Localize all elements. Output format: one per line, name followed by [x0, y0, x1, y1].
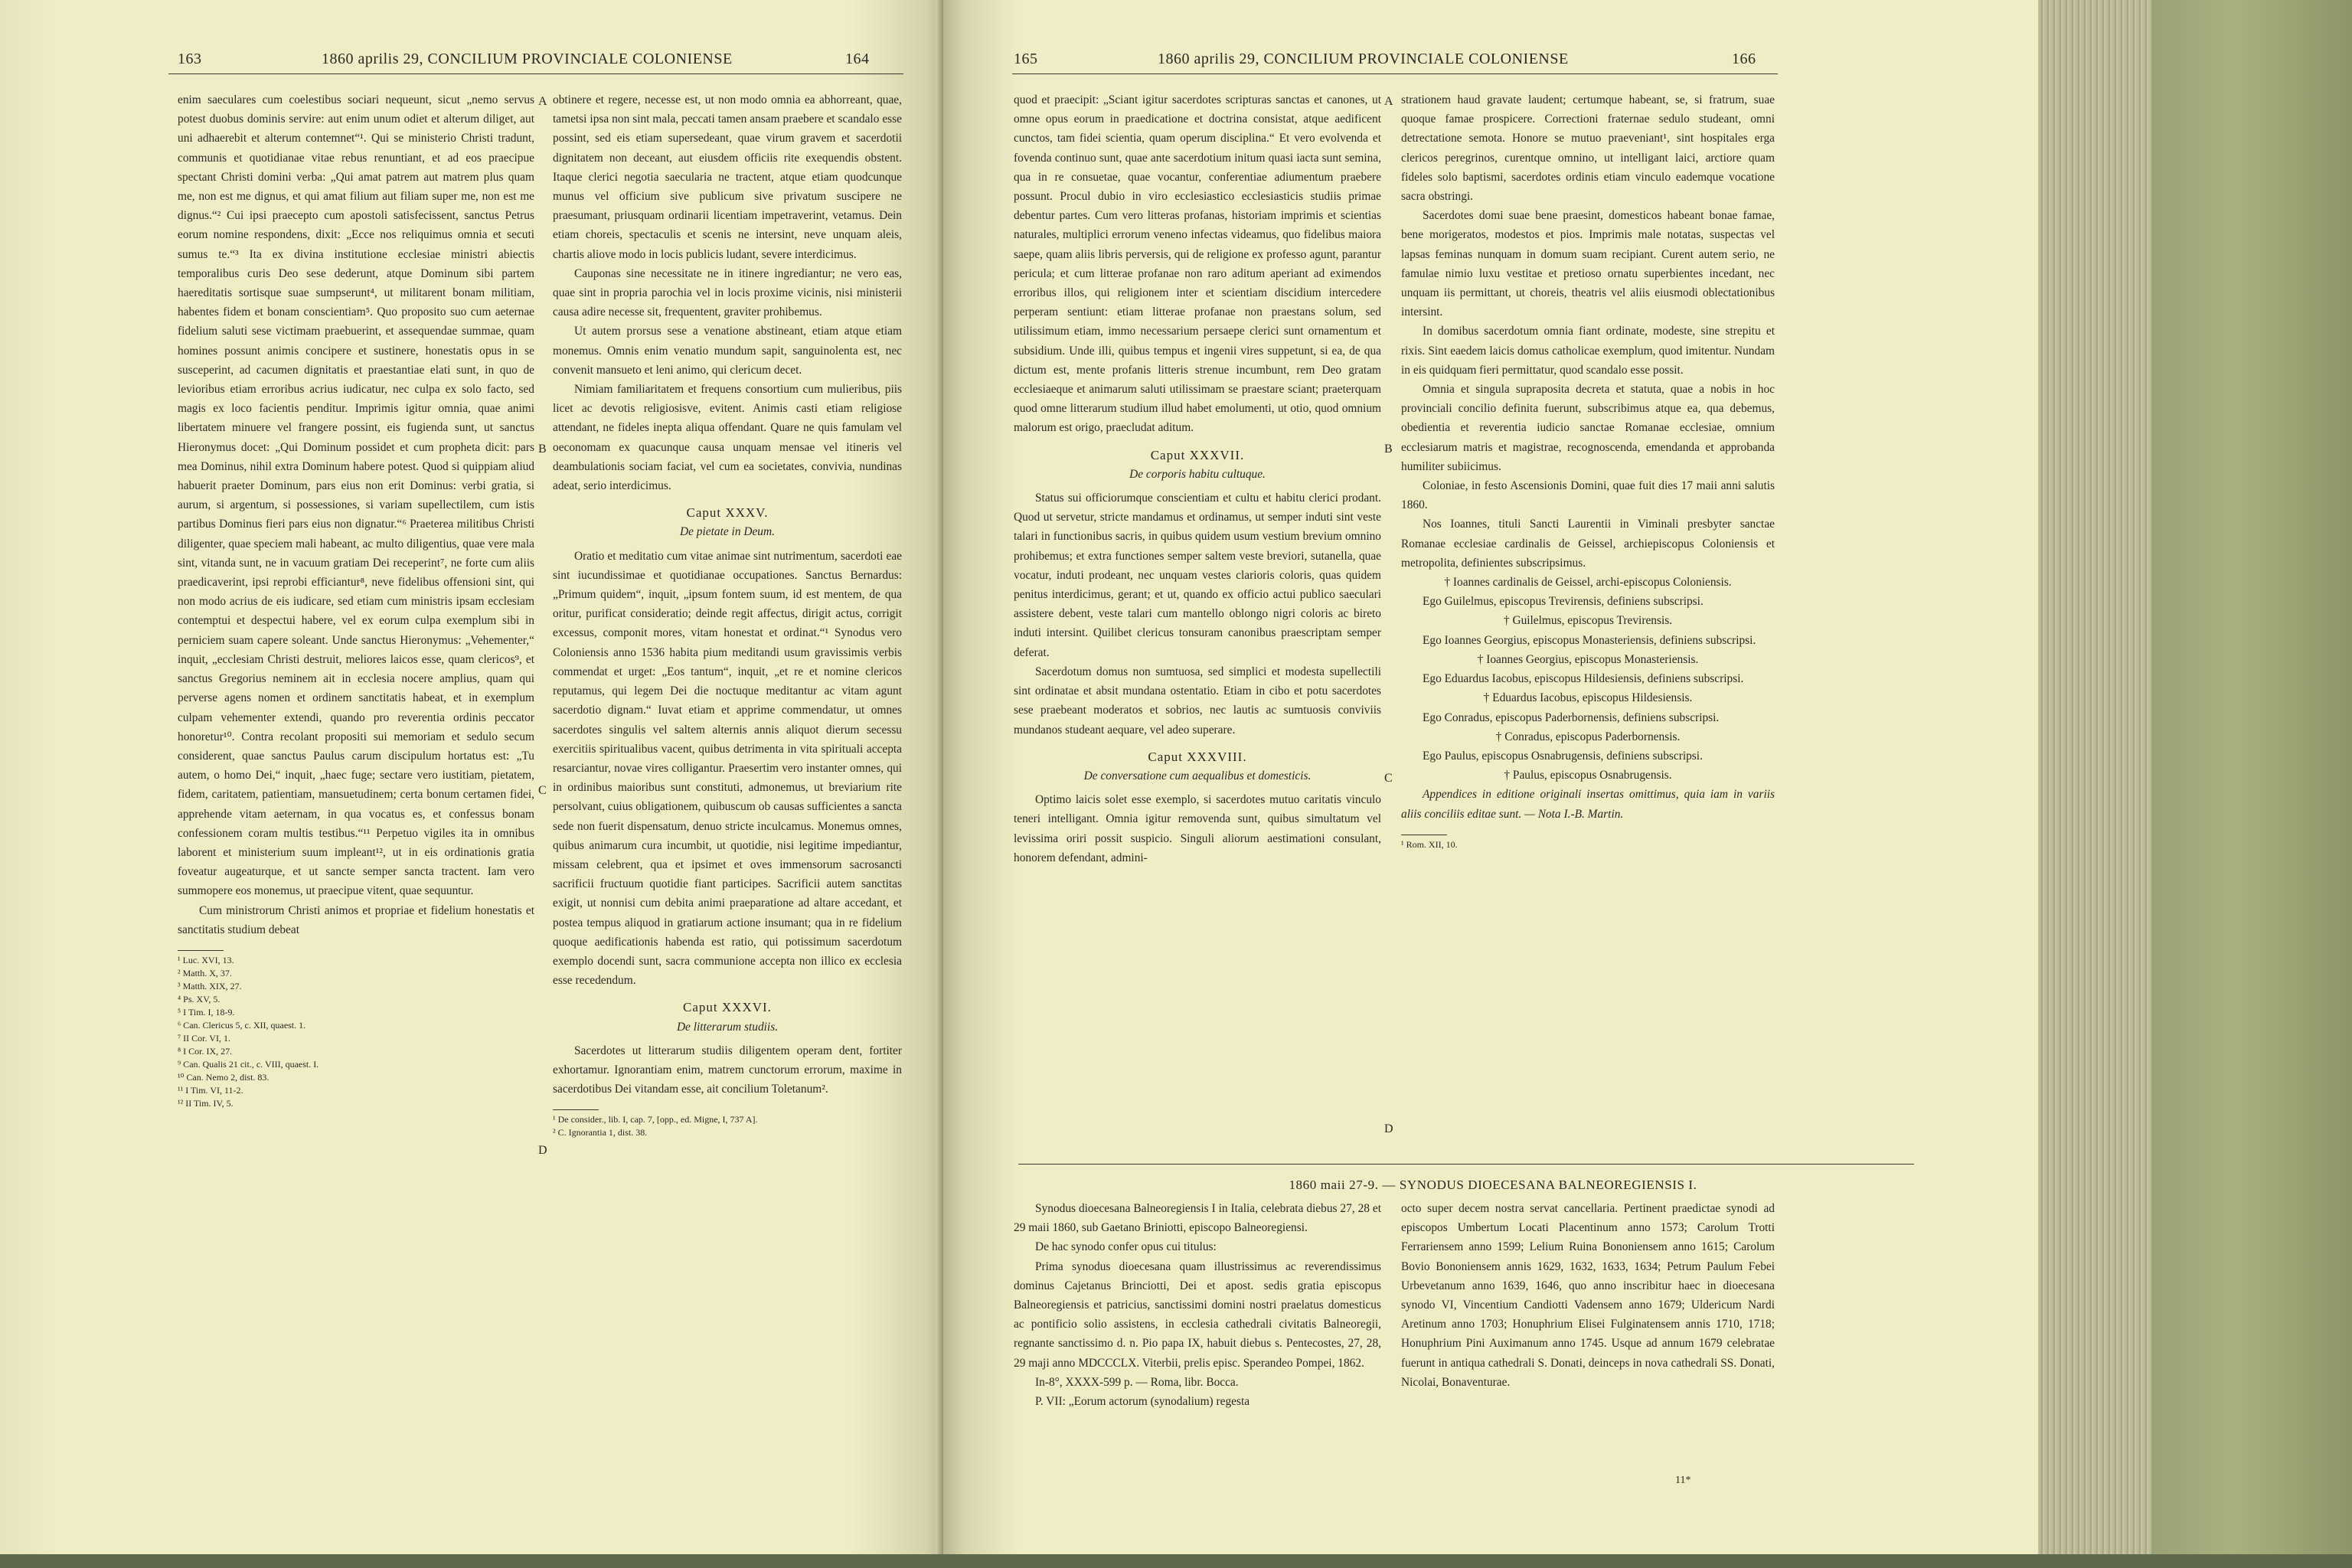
running-head-left: 1860 aprilis 29, CONCILIUM PROVINCIALE COLONIENSE: [322, 51, 733, 67]
margin-letter-b: B: [538, 443, 547, 456]
section-separator: [1018, 1164, 1914, 1165]
footnote: ⁸ I Cor. IX, 27.: [178, 1045, 233, 1057]
page-number-166: 166: [1732, 51, 1756, 67]
margin-letter-b: B: [1384, 443, 1393, 456]
paragraph: Status sui officiorumque conscientiam et cultu et habitu clerici prodant. Quod ut servetur, stricte mandamus et ordinamus, ut semper induti sint veste talari in functionibus sacris, in quibus quidem usum vestium brevium omnino prohibemus; et extra functiones semper saltem veste breviori, sutanella, quae vocatur, induti prodeant, nec unquam vestes clarioris coloris, quas quidem penitus interdicimus, gerant; et ut, quando ex officio actui publico saeculari assistere debent, veste talari cum mantello oblongo nigri coloris ac bireto induti intersint. Quilibet clericus tonsuram canonibus praescriptam semper deferat.: [1014, 492, 1381, 659]
margin-letter-d: D: [1384, 1122, 1393, 1135]
paragraph: Prima synodus dioecesana quam illustrissimus ac reverendissimus dominus Cajetanus Brinciotti, Dei et apost. sedis gratia episcopus Balneoregiensis et patricius, sanctissimi domini nostri praelatus domesticus ac pontificio solio assistens, in ecclesia cathedrali civitatis Balneoregii, regnante sanctissimo d. n. Pio papa IX, habuit diebus s. Pentecostes, 27, 28, 29 maji anno MDCCCLX. Viterbii, prelis episc. Sperandeo Pompei, 1862.: [1014, 1259, 1381, 1370]
footnote: ⁹ Can. Qualis 21 cit., c. VIII, quaest. I.: [178, 1058, 319, 1070]
footnote: ¹ Rom. XII, 10.: [1401, 838, 1458, 850]
book-bottom-edge: [0, 1554, 2352, 1568]
left-page-column-2: [553, 90, 902, 1139]
footnote: ⁷ II Cor. VI, 1.: [178, 1032, 230, 1044]
footnote: ⁶ Can. Clericus 5, c. XII, quaest. 1.: [178, 1019, 306, 1031]
paragraph: Sacerdotes domi suae bene praesint, domesticos habeant bonae famae, bene morigeratos, modestos et pios. Imprimis male notatas, suspectas vel lapsas feminas nunquam in domum suam recipiant. Curent autem serio, ne famulae nimio luxu vestitae et pretioso ornatu superbientes incedant, nec unquam iis permittant, ut choreis, theatris vel aliis eiusmodi oblectationibus intersint.: [1401, 209, 1775, 319]
paragraph: Coloniae, in festo Ascensionis Domini, quae fuit dies 17 maii anni salutis 1860.: [1401, 479, 1775, 512]
chapter-subtitle: De litterarum studiis.: [676, 1020, 779, 1034]
footnote: ¹ De consider., lib. I, cap. 7, [opp., ed. Migne, I, 737 A].: [553, 1114, 758, 1125]
footnote: ³ Matth. XIX, 27.: [178, 980, 242, 991]
paragraph: Omnia et singula supraposita decreta et statuta, quae a nobis in hoc provinciali concilio definita fuerunt, subscribimus atque ea, qua debemus, obedientia et reverentia iudicio sanctae Romanae ecclesiae, omnium ecclesiarum matris et magistrae, recognoscenda, emendanda et approbanda humiliter subiicimus.: [1401, 383, 1775, 473]
signature: Ego Conradus, episcopus Paderbornensis, definiens subscripsi.: [1423, 710, 1720, 724]
signature: Ego Paulus, episcopus Osnabrugensis, definiens subscripsi.: [1423, 749, 1703, 763]
paragraph: Synodus dioecesana Balneoregiensis I in Italia, celebrata diebus 27, 28 et 29 maii 1860, sub Gaetano Briniotti, episcopo Balneoregiensi.: [1014, 1202, 1381, 1235]
chapter-heading: Caput XXXVIII.: [1148, 749, 1247, 764]
chapter-subtitle: De corporis habitu cultuque.: [1129, 467, 1266, 481]
margin-letter-c: C: [538, 784, 547, 797]
synod-column-2: [1401, 1199, 1775, 1392]
paragraph: Cum ministrorum Christi animos et propriae et fidelium honestatis et sanctitatis studium debeat: [178, 903, 534, 936]
page-edges: [2033, 0, 2155, 1568]
paragraph: Sacerdotes ut litterarum studiis diligentem operam dent, fortiter exhortamur. Ignorantiam enim, matrem cunctorum errorum, maxime in sacerdotibus Dei vitandam esse, ait concilium Toletanum².: [553, 1044, 902, 1096]
footnotes: [178, 950, 534, 1110]
paragraph: In-8°, XXXX-599 p. — Roma, libr. Bocca.: [1035, 1375, 1239, 1389]
paragraph: Nos Ioannes, tituli Sancti Laurentii in Viminali presbyter sanctae Romanae ecclesiae cardinalis de Geissel, archiepiscopus Coloniensis et metropolita, definientes subscripsimus.: [1401, 518, 1775, 570]
footnote: ² Matth. X, 37.: [178, 967, 232, 978]
scanner-bed: [2151, 0, 2352, 1568]
left-page-column-1: [178, 90, 534, 1110]
paragraph: Optimo laicis solet esse exemplo, si sacerdotes mutuo caritatis vinculo teneri intelligant. Omnia igitur removenda sunt, quibus simultatum vel levissima oriri possit suspicio. Singuli aliorum aestimationi consulant, honorem defendant, admini-: [1014, 793, 1381, 864]
paragraph: obtinere et regere, necesse est, ut non modo omnia ea abhorreant, quae, tametsi ipsa non sint mala, peccati tamen ansam praebere et scandalo esse possint, sed eis etiam supersedeant, quae virum gravem et sacerdotii dignitatem non deceant, aut eiusdem officiis rite exequendis obstent. Itaque clerici negotia saecularia ne tractent, atque etiam quodcunque munus vel officium sive publicum sive privatum suscipere ne praesumant, priusquam ordinarii licentiam impetraverint, vetamus. Dein etiam choreis, spectaculis et scenis ne intersint, neve unquam aleis, chartis aliove modo in locis publicis ludant, severe interdicimus.: [553, 93, 902, 261]
footnote: ¹ Luc. XVI, 13.: [178, 954, 234, 965]
page-number-163: 163: [178, 51, 202, 67]
paragraph: quod et praecipit: „Sciant igitur sacerdotes scripturas sanctas et canones, ut omne opus eorum in praedicatione et doctrina consistat, atque aedificent cunctos, tam fidei scientia, quam operum disciplina.“ Et vero evolvenda et fovenda continuo sunt, quae ante sacerdotium initum quasi iacta sunt semina, qua in re consuetae, quae vocantur, conferentiae adiumentum praebere possunt. Procul dubio in viro ecclesiastico ecclesiasticis studiis primae debentur partes. Cum vero litteras profanas, historiam imprimis et scientias naturales, multiplici errorum veneno infectas videamus, quo fidelibus maiora saepe, quam aliis libris perversis, qui de religione ex professo agunt, parantur pericula; et cum litterae profanae non raro aditum aperiant ad eximendos erroribus illos, qui religionem inter et scientiam discidium intercedere perperam sentiunt: etiam litterae profanae non praestans solum, sed utilissimum etiam, immo necessarium persaepe clerici sunt ornamentum et subsidium. Unde illi, quibus tempus et ingenii vires suppetunt, si ea, de qua dictum est, mente profanis litteris strenue incumbunt, rem Deo gratam ecclesiaeque et animarum saluti utilissimam se praestare sciant; praeterquam quod omne litterarum studium illud habet emolumenti, ut otio, quod omnium malorum est origo, praecludat aditum.: [1014, 93, 1381, 435]
chapter-subtitle: De pietate in Deum.: [680, 525, 775, 539]
signature: † Conradus, episcopus Paderbornensis.: [1495, 730, 1681, 743]
signature: † Ioannes Georgius, episcopus Monasteriensis.: [1477, 652, 1699, 666]
chapter-heading: Caput XXXV.: [686, 505, 769, 521]
paragraph: De hac synodo confer opus cui titulus:: [1035, 1240, 1217, 1254]
editorial-note: Appendices in editione originali insertas omittimus, quia iam in variis aliis conciliis editae sunt. — Nota I.-B. Martin.: [1401, 788, 1775, 821]
footnotes: [553, 1109, 902, 1139]
page-number-165: 165: [1014, 51, 1038, 67]
signature: † Guilelmus, episcopus Trevirensis.: [1503, 614, 1673, 628]
signature: Ego Guilelmus, episcopus Trevirensis, definiens subscripsi.: [1423, 595, 1704, 609]
footnote: ⁴ Ps. XV, 5.: [178, 993, 220, 1004]
footnote: ² C. Ignorantia 1, dist. 38.: [553, 1127, 648, 1138]
footnote: ¹⁰ Can. Nemo 2, dist. 83.: [178, 1071, 270, 1083]
paragraph: Ut autem prorsus sese a venatione abstineant, etiam atque etiam monemus. Omnis enim venatio mundum sapit, sanguinolenta est, nec convenit mansueto et leni animo, qui clericum decet.: [553, 325, 902, 377]
signature: Ego Eduardus Iacobus, episcopus Hildesiensis, definiens subscripsi.: [1423, 672, 1744, 686]
page-number-164: 164: [845, 51, 870, 67]
footnote: ¹¹ I Tim. VI, 11-2.: [178, 1084, 243, 1096]
paragraph: Cauponas sine necessitate ne in itinere ingrediantur; ne vero eas, quae sint in propria parochia vel in locis proxime vicinis, nisi ministerii causa adire necesse sit, frequentent, graviter prohibemus.: [553, 266, 902, 319]
right-page-column-1: [1014, 90, 1381, 867]
footnote: ¹² II Tim. IV, 5.: [178, 1097, 234, 1109]
margin-letter-d: D: [538, 1144, 547, 1157]
paragraph: octo super decem nostra servat cancellaria. Pertinent praedictae synodi ad episcopos Umbertum Locati Placentinum anno 1573; Carolum Trotti Ferrariensem anno 1599; Lelium Ruina Bononiensem anno 1615; Carolum Bovio Bononiensem annis 1629, 1632, 1633, 1634; Petrum Paulum Febei Urbevetanum anno 1639, 1646, quo anno inscribitur haec in dioecesana synodo VI, Vincentium Candiotti Vadensem anno 1679; Uldericum Nardi Aretinum anno 1703; Honuphrium Elisei Fulginatensem annis 1710, 1718; Honuphrium Pini Auximanum anno 1745. Usque ad annum 1679 celebratae fuerunt in antiqua cathedrali S. Donati, deinceps in nova cathedrali SS. Donati, Nicolai, Bonaventurae.: [1401, 1202, 1775, 1389]
margin-letter-a: A: [538, 95, 547, 108]
paragraph: strationem haud gravate laudent; certumque habeant, se, si fratrum, suae quoque famae prospicere. Correctioni fraternae sedulo studeant, omni detrectatione semota. Honore se mutuo praeveniant¹, sint hospitales erga clericos peregrinos, curentque omnino, ut intelligant laici, arctiore quam fideles solo baptismi, sacerdotes ordinis etiam vinculo eademque vocatione sacra obstringi.: [1401, 93, 1775, 204]
paragraph: In domibus sacerdotum omnia fiant ordinate, modeste, sine strepitu et rixis. Sint eaedem laicis domus catholicae exemplum, quod imitentur. Nundam in eis quidquam fieri permittatur, quod scandalo esse possit.: [1401, 325, 1775, 377]
synod-column-1: [1014, 1199, 1381, 1411]
signature: † Ioannes cardinalis de Geissel, archi-episcopus Coloniensis.: [1444, 576, 1732, 590]
footnote: ⁵ I Tim. I, 18-9.: [178, 1006, 235, 1018]
paragraph: enim saeculares cum coelestibus sociari nequeunt, sicut „nemo servus potest duobus dominis servire: aut enim unum odiet et alterum diliget, aut uni adhaerebit et alterum contemnet“¹. Qui se ministerio Christi tradunt, communis et quotidianae vitae rebus renuntiant, et ad eos praecipue spectant Christi domini verba: „Qui amat patrem aut matrem plus quam me, non est me dignus, et qui amat filium aut filiam super me, non est me dignus.“² Cui ipsi praecepto cum apostoli satisfecissent, sanctus Petrus eorum nomine respondens, dixit: „Ecce nos reliquimus omnia et secuti sumus te.“³ Ita ex divina institutione ecclesiae ministri abiectis temporalibus curis Deo sese dederunt, atque Dominum sibi partem haereditatis sortisque suae sumpserunt⁴, ut militarent bonam militiam, habentes fidem et bonam conscientiam⁵. Quo proposito suo cum aeternae fidelium saluti sese victimam praebuerint, et assequendae summae, quam homines possunt animis concipere et sustinere, honestatis opus in se susceperint, ad cacumen dignitatis et praestantiae elati sunt, in quo de levioribus etiam erroribus acrius iudicatur, nec culpa ex solo facto, sed magis ex loco facientis penditur. Imprimis igitur omnia, quae animi libertatem minuere vel frangere possint, eis fugienda sunt, ut sanctus Hieronymus docet: „Qui Dominum possidet et cum propheta dicit: pars mea Dominus, nihil extra Dominum habere potest. Quod si quippiam aliud habuerit praeter Dominum, pars eius non erit Dominus: verbi gratia, si aurum, si argentum, si possessiones, si variam supellectilem, cum istis partibus Dominus fieri pars eius non dignatur.“⁶ Praeterea militibus Christi diligenter, quae speciem mali habeant, ac multo diligentius, quae vere mala sint, vitanda sunt, ne in vacuum gratiam Dei receperint⁷, ne forte cum aliis praedicaverint, ipsi reprobi efficiantur⁸, neve fidelibus offensioni sint, qui non modo acrius de eis iudicare, sed etiam cum ministris ipsam ecclesiam contemptui et despectui habere, vel ex eorum culpa exemplum sibi in perniciem suam capere soleant. Unde sanctus Hieronymus: „Vehementer,“ inquit, „ecclesiam Christi destruit, meliores laicos esse, quam clericos⁹, et sanctus Gregorius neminem ait in ecclesia nocere amplius, quam qui perverse agens nomen et ordinem sanctitatis habeat, et in exemplum culpam vehementer extendi, quando pro reverentia ordinis peccator honoretur¹⁰. Contra recolant propositi sui memoriam et sedulo secum considerent, quae sanctus Paulus carum discipulum hortatus est: „Tu autem, o homo Dei,“ inquit, „haec fuge; sectare vero iustitiam, pietatem, fidem, caritatem, patientiam, mansuetudinem; certa bonum certamen fidei, apprehende vitam aeternam, in qua vocatus es, et confessus bonam confessionem coram multis testibus.“¹¹ Perpetuo vigiles ita in omnibus laborent et ministerium suum impleant¹², ut in eis ordinationis gratia foveatur augeaturque, et ut sancte semper sancta tractent. Iam vero summopere eos monemus, ut praecipue vitent, quae sequuntur.: [178, 93, 534, 898]
chapter-heading: Caput XXXVI.: [683, 1000, 772, 1015]
paragraph: P. VII: „Eorum actorum (synodalium) regesta: [1035, 1395, 1250, 1409]
margin-letter-a: A: [1384, 95, 1393, 108]
right-page-column-2: [1401, 90, 1775, 851]
left-page: [0, 0, 943, 1558]
synod-heading: 1860 maii 27-9. — SYNODUS DIOECESANA BALNEOREGIENSIS I.: [1289, 1178, 1697, 1192]
signature: † Paulus, episcopus Osnabrugensis.: [1504, 769, 1672, 782]
chapter-heading: Caput XXXVII.: [1150, 447, 1245, 462]
right-page: [943, 0, 2038, 1558]
paragraph: Nimiam familiaritatem et frequens consortium cum mulieribus, piis licet ac devotis religiosisve, evitent. Animis casti etiam religiose attendant, ne fideles inepta aliqua offendant. Quare ne quis famulam vel oeconomam ex quacunque causa unquam mensae vel itineris vel deambulationis sociam faciat, vel cum ea societates, convivia, nundinas adeat, serio interdicimus.: [553, 383, 902, 493]
running-head-right: 1860 aprilis 29, CONCILIUM PROVINCIALE COLONIENSE: [1158, 51, 1569, 67]
margin-letter-c: C: [1384, 772, 1393, 785]
signature-mark: 11*: [1675, 1475, 1691, 1486]
paragraph: Sacerdotum domus non sumtuosa, sed simplici et modesta supellectili sint ordinatae et absit mundana ostentatio. Etiam in cibo et potu sacerdotes sese praebeant moderatos et sobrios, nec lautis ac sumtuosis conviviis mundanos studeant aequare, vel adeo superare.: [1014, 665, 1381, 737]
chapter-subtitle: De conversatione cum aequalibus et domesticis.: [1083, 769, 1312, 782]
paragraph: Oratio et meditatio cum vitae animae sint nutrimentum, sacerdoti eae sint iucundissimae et quotidianae occupationes. Sanctus Bernardus: „Primum quidem“, inquit, „ipsum fontem suum, id est mentem, de qua oritur, purificat consideratio; deinde regit affectus, dirigit actus, corrigit excessus, componit mores, vitam honestat et ordinat.“¹ Synodus vero Coloniensis anno 1536 habita pium meditandi usum gravissimis verbis commendat et urget: „Eos tantum“, inquit, „et re et nomine clericos reputamus, qui legem Dei die noctuque meditantur ac vitam agunt sacerdotio dignam.“ Iuvat etiam et apprime commendatur, ut omnes sacerdotes singulis vel saltem alternis annis aliquot dierum secessu exercitiis spiritualibus vacent, quibus detrimenta in vita spirituali accepta resarciantur, novae vires colligantur. Praesertim vero instanter omnes, qui in ordinibus maioribus sunt constituti, admonemus, ut breviarium rite persolvant, cuius obligationem, quibuscum ob causas sufficientes a sancta sede non fuerit dispensatum, denuo stricte inculcamus. Monemus omnes, quibus animarum cura incumbit, ut quotidie, nisi legitime impediantur, missam celebrent, qua et ipsimet et oves immensorum sacrosancti sacrificii fructuum quotidie fiant participes. Sacrificii autem sanctitas exigit, ut nonnisi cum debita animi praeparatione ad altare accedant, et postea tempus aliquod in gratiarum actione insumant; qua in re fidelium quoque aedificationis habenda est ratio, qui potissimum sacerdotum exemplo docendi sunt, sacra communione accepta non illico ex ecclesia esse recedendum.: [553, 549, 902, 988]
signature: † Eduardus Iacobus, episcopus Hildesiensis.: [1483, 691, 1693, 705]
footnotes: [1401, 835, 1775, 851]
signature: Ego Ioannes Georgius, episcopus Monasteriensis, definiens subscripsi.: [1423, 633, 1756, 647]
